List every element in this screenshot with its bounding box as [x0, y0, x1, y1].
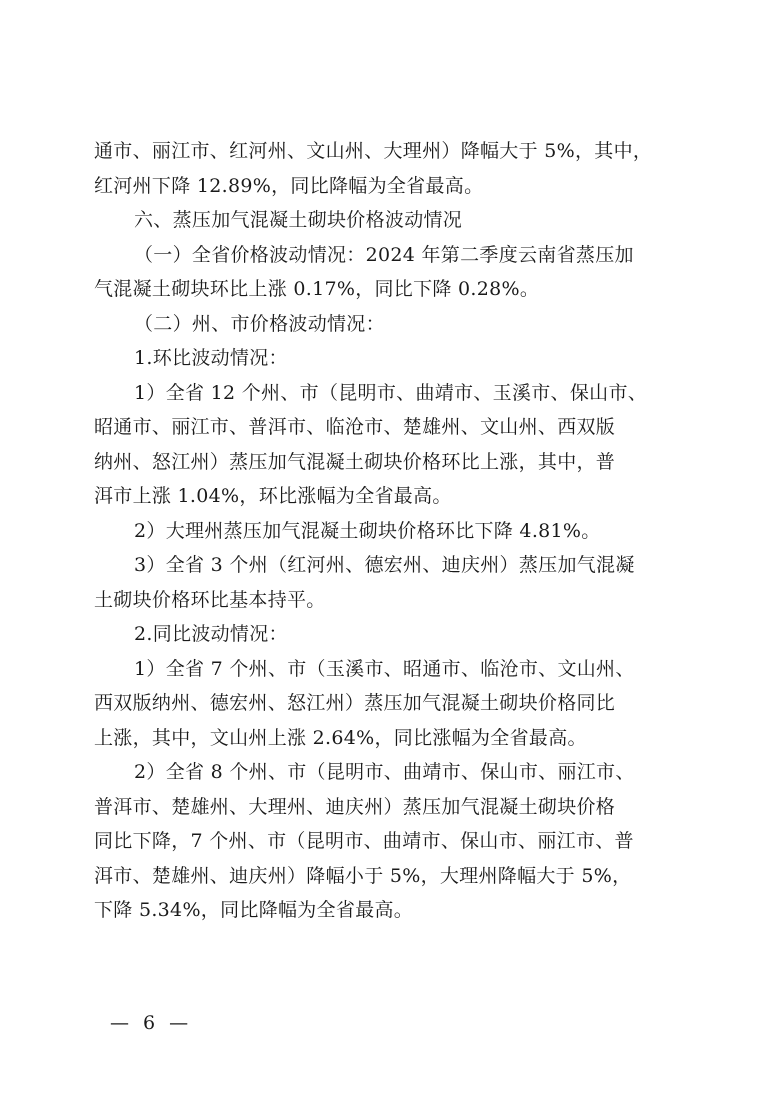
text-line: 3）全省 3 个州（红河州、德宏州、迪庆州）蒸压加气混凝 — [134, 554, 635, 576]
page-number: — 6 — — [110, 1012, 193, 1034]
text-line: 气混凝土砌块环比上涨 0.17%，同比下降 0.28%。 — [94, 278, 540, 300]
text-line: （一）全省价格波动情况：2024 年第二季度云南省蒸压加 — [134, 243, 634, 266]
text-line: 上涨，其中，文山州上涨 2.64%，同比涨幅为全省最高。 — [94, 726, 587, 749]
text-line: 洱市上涨 1.04%，环比涨幅为全省最高。 — [94, 485, 452, 507]
text-line: 下降 5.34%，同比降幅为全省最高。 — [94, 899, 414, 921]
text-line: 西双版纳州、德宏州、怒江州）蒸压加气混凝土砌块价格同比 — [94, 692, 616, 714]
text-line: 普洱市、楚雄州、大理州、迪庆州）蒸压加气混凝土砌块价格 — [94, 795, 616, 818]
subsection-heading: （二）州、市价格波动情况： — [134, 312, 385, 335]
section-heading: 六、蒸压加气混凝土砌块价格波动情况 — [134, 209, 463, 231]
text-line: 土砌块价格环比基本持平。 — [94, 588, 326, 611]
text-line: 同比下降，7 个州、市（昆明市、曲靖市、保山市、丽江市、普 — [94, 830, 634, 852]
subsection-heading: 1.环比波动情况： — [134, 347, 288, 369]
subsection-heading: 2.同比波动情况： — [134, 623, 288, 645]
text-line: 纳州、怒江州）蒸压加气混凝土砌块价格环比上涨，其中，普 — [94, 450, 616, 473]
document-body — [94, 134, 674, 928]
text-line: 2）全省 8 个州、市（昆明市、曲靖市、保山市、丽江市、 — [134, 761, 635, 783]
text-line: 红河州下降 12.89%，同比降幅为全省最高。 — [94, 174, 484, 197]
text-line: 昭通市、丽江市、普洱市、临沧市、楚雄州、文山州、西双版 — [94, 416, 616, 438]
text-line: 2）大理州蒸压加气混凝土砌块价格环比下降 4.81%。 — [134, 519, 601, 542]
text-line: 1）全省 7 个州、市（玉溪市、昭通市、临沧市、文山州、 — [134, 657, 635, 680]
text-line: 洱市、楚雄州、迪庆州）降幅小于 5%，大理州降幅大于 5%， — [94, 864, 632, 887]
text-line: 通市、丽江市、红河州、文山州、大理州）降幅大于 5%，其中， — [94, 140, 653, 162]
text-line: 1）全省 12 个州、市（昆明市、曲靖市、玉溪市、保山市、 — [134, 381, 648, 404]
